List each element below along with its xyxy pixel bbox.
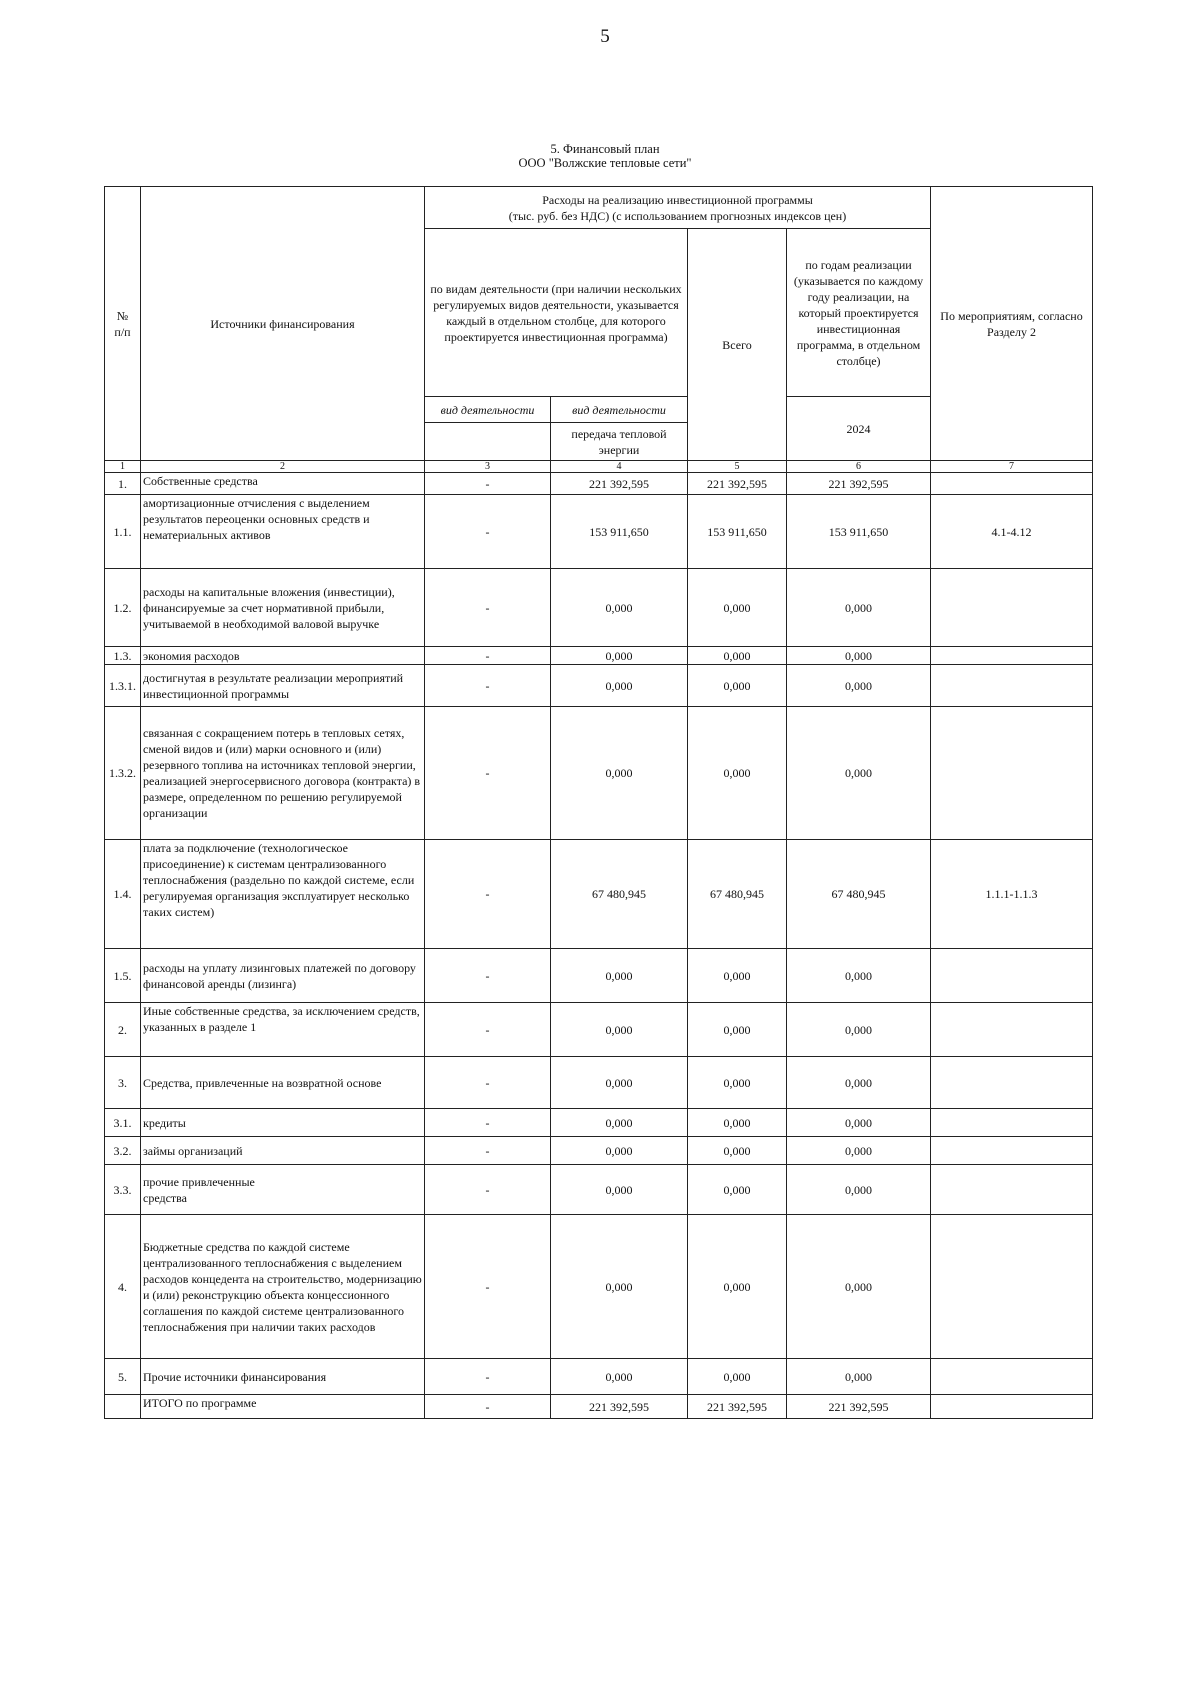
index-cell: 7 xyxy=(931,461,1093,473)
table-row xyxy=(105,1057,1093,1109)
title-line-1: 5. Финансовый план xyxy=(550,142,660,156)
page-number: 5 xyxy=(600,26,610,47)
row-events xyxy=(931,1215,1093,1359)
row-activity-4: 67 480,945 xyxy=(551,840,688,949)
row-name: кредиты xyxy=(141,1109,425,1137)
row-total: 0,000 xyxy=(688,647,787,665)
row-activity-3: - xyxy=(425,495,551,569)
header-year: 2024 xyxy=(787,397,931,461)
index-cell: 3 xyxy=(425,461,551,473)
row-activity-4: 0,000 xyxy=(551,1137,688,1165)
row-activity-4: 0,000 xyxy=(551,1359,688,1395)
row-year-2024: 0,000 xyxy=(787,647,931,665)
row-events: 4.1-4.12 xyxy=(931,495,1093,569)
row-activity-4: 0,000 xyxy=(551,1109,688,1137)
row-activity-3: - xyxy=(425,840,551,949)
row-year-2024: 0,000 xyxy=(787,1165,931,1215)
table-row xyxy=(105,1215,1093,1359)
row-activity-3: - xyxy=(425,1003,551,1057)
row-year-2024: 0,000 xyxy=(787,569,931,647)
row-activity-3: - xyxy=(425,473,551,495)
financial-plan-table xyxy=(104,186,1093,1419)
row-name: Прочие источники финансирования xyxy=(141,1359,425,1395)
row-name: амортизационные отчисления с выделением результатов переоценки основных средств и нематериальных активов xyxy=(141,495,425,569)
row-num: 1.3. xyxy=(105,647,141,665)
header-expenses: Расходы на реализацию инвестиционной программы (тыс. руб. без НДС) (с использованием прогнозных индексов цен) xyxy=(425,187,931,229)
row-year-2024: 0,000 xyxy=(787,949,931,1003)
row-name: достигнутая в результате реализации мероприятий инвестиционной программы xyxy=(141,665,425,707)
row-year-2024: 67 480,945 xyxy=(787,840,931,949)
table-row xyxy=(105,840,1093,949)
index-cell: 4 xyxy=(551,461,688,473)
header-total: Всего xyxy=(688,229,787,461)
row-events xyxy=(931,473,1093,495)
row-events xyxy=(931,1003,1093,1057)
index-cell: 2 xyxy=(141,461,425,473)
row-num: 4. xyxy=(105,1215,141,1359)
row-activity-3: - xyxy=(425,647,551,665)
row-events: 1.1.1-1.1.3 xyxy=(931,840,1093,949)
row-year-2024: 0,000 xyxy=(787,707,931,840)
row-events xyxy=(931,707,1093,840)
row-year-2024: 0,000 xyxy=(787,1109,931,1137)
row-num: 5. xyxy=(105,1359,141,1395)
row-total: 0,000 xyxy=(688,1003,787,1057)
row-num: 1. xyxy=(105,473,141,495)
row-activity-3: - xyxy=(425,569,551,647)
row-num: 1.4. xyxy=(105,840,141,949)
row-num: 3.1. xyxy=(105,1109,141,1137)
row-activity-3: - xyxy=(425,1165,551,1215)
header-by-years: по годам реализации (указывается по каждому году реализации, на который проектируется инвестиционная программа, в отдельном столбце) xyxy=(787,229,931,397)
table-row-total xyxy=(105,1395,1093,1419)
row-name: прочие привлеченные средства xyxy=(141,1165,425,1215)
row-name: ИТОГО по программе xyxy=(141,1395,425,1419)
row-total: 0,000 xyxy=(688,1165,787,1215)
row-activity-4: 153 911,650 xyxy=(551,495,688,569)
row-total: 221 392,595 xyxy=(688,1395,787,1419)
row-events xyxy=(931,569,1093,647)
title-line-2: ООО "Волжские тепловые сети" xyxy=(518,156,692,170)
row-activity-4: 0,000 xyxy=(551,1003,688,1057)
row-activity-4: 0,000 xyxy=(551,707,688,840)
row-activity-3: - xyxy=(425,949,551,1003)
row-num: 3. xyxy=(105,1057,141,1109)
row-activity-3: - xyxy=(425,707,551,840)
row-activity-3: - xyxy=(425,665,551,707)
header-num: № п/п xyxy=(105,187,141,461)
row-year-2024: 0,000 xyxy=(787,1057,931,1109)
row-num: 1.2. xyxy=(105,569,141,647)
table-row xyxy=(105,1137,1093,1165)
row-activity-4: 0,000 xyxy=(551,569,688,647)
table-row xyxy=(105,495,1093,569)
row-year-2024: 221 392,595 xyxy=(787,473,931,495)
row-year-2024: 0,000 xyxy=(787,1003,931,1057)
row-activity-3: - xyxy=(425,1215,551,1359)
table-row xyxy=(105,1109,1093,1137)
table-row xyxy=(105,707,1093,840)
table-row xyxy=(105,647,1093,665)
row-activity-4: 0,000 xyxy=(551,1057,688,1109)
row-total: 0,000 xyxy=(688,949,787,1003)
document-title xyxy=(0,142,1200,170)
activity-name-3 xyxy=(425,423,551,461)
row-total: 0,000 xyxy=(688,1109,787,1137)
row-activity-3: - xyxy=(425,1395,551,1419)
row-num: 1.3.2. xyxy=(105,707,141,840)
row-events xyxy=(931,665,1093,707)
row-name: экономия расходов xyxy=(141,647,425,665)
row-activity-4: 0,000 xyxy=(551,1215,688,1359)
table-row xyxy=(105,569,1093,647)
row-total: 67 480,945 xyxy=(688,840,787,949)
row-num: 1.3.1. xyxy=(105,665,141,707)
table-row xyxy=(105,473,1093,495)
row-events xyxy=(931,647,1093,665)
row-total: 0,000 xyxy=(688,707,787,840)
row-activity-3: - xyxy=(425,1137,551,1165)
activity-label-4: вид деятельности xyxy=(551,397,688,423)
row-name: расходы на капитальные вложения (инвестиции), финансируемые за счет нормативной прибыли, учитываемой в необходимой валовой выручке xyxy=(141,569,425,647)
row-total: 221 392,595 xyxy=(688,473,787,495)
row-num: 1.1. xyxy=(105,495,141,569)
row-activity-4: 0,000 xyxy=(551,665,688,707)
row-total: 153 911,650 xyxy=(688,495,787,569)
row-year-2024: 0,000 xyxy=(787,1137,931,1165)
activity-label-3: вид деятельности xyxy=(425,397,551,423)
row-total: 0,000 xyxy=(688,1057,787,1109)
index-cell: 6 xyxy=(787,461,931,473)
row-name: Иные собственные средства, за исключением средств, указанных в разделе 1 xyxy=(141,1003,425,1057)
table-row xyxy=(105,1359,1093,1395)
row-events xyxy=(931,1359,1093,1395)
row-name: расходы на уплату лизинговых платежей по договору финансовой аренды (лизинга) xyxy=(141,949,425,1003)
header-by-activity: по видам деятельности (при наличии нескольких регулируемых видов деятельности, указывается каждый в отдельном столбце, для которого проектируется инвестиционная программа) xyxy=(425,229,688,397)
row-num: 1.5. xyxy=(105,949,141,1003)
row-year-2024: 0,000 xyxy=(787,665,931,707)
table-row xyxy=(105,1165,1093,1215)
row-activity-4: 0,000 xyxy=(551,647,688,665)
row-events xyxy=(931,1057,1093,1109)
activity-name-4: передача тепловой энергии xyxy=(551,423,688,461)
row-activity-3: - xyxy=(425,1057,551,1109)
row-total: 0,000 xyxy=(688,569,787,647)
row-activity-3: - xyxy=(425,1109,551,1137)
row-activity-4: 221 392,595 xyxy=(551,473,688,495)
row-events xyxy=(931,949,1093,1003)
table-row xyxy=(105,665,1093,707)
row-year-2024: 153 911,650 xyxy=(787,495,931,569)
row-num: 3.3. xyxy=(105,1165,141,1215)
row-events xyxy=(931,1137,1093,1165)
row-name: Средства, привлеченные на возвратной основе xyxy=(141,1057,425,1109)
row-events xyxy=(931,1165,1093,1215)
index-cell: 1 xyxy=(105,461,141,473)
row-events xyxy=(931,1109,1093,1137)
row-activity-4: 0,000 xyxy=(551,949,688,1003)
row-events xyxy=(931,1395,1093,1419)
table-row xyxy=(105,1003,1093,1057)
row-total: 0,000 xyxy=(688,665,787,707)
row-total: 0,000 xyxy=(688,1215,787,1359)
row-total: 0,000 xyxy=(688,1137,787,1165)
row-num: 3.2. xyxy=(105,1137,141,1165)
row-year-2024: 221 392,595 xyxy=(787,1395,931,1419)
row-activity-4: 221 392,595 xyxy=(551,1395,688,1419)
row-name: займы организаций xyxy=(141,1137,425,1165)
row-name: плата за подключение (технологическое присоединение) к системам централизованного теплоснабжения (раздельно по каждой системе, если регулируемая организация эксплуатирует несколько таких систем) xyxy=(141,840,425,949)
row-year-2024: 0,000 xyxy=(787,1215,931,1359)
row-total: 0,000 xyxy=(688,1359,787,1395)
table-row xyxy=(105,949,1093,1003)
row-name: связанная с сокращением потерь в тепловых сетях, сменой видов и (или) марки основного и (или) резервного топлива на источниках тепловой энергии, реализацией энергосервисного договора (контракта) в размере, определенном по решению регулируемой организации xyxy=(141,707,425,840)
row-num: 2. xyxy=(105,1003,141,1057)
row-name: Бюджетные средства по каждой системе централизованного теплоснабжения с выделением расходов концедента на строительство, модернизацию и (или) реконструкцию объекта концессионного соглашения по каждой системе централизованного теплоснабжения при наличии таких расходов xyxy=(141,1215,425,1359)
header-events: По мероприятиям, согласно Разделу 2 xyxy=(931,187,1093,461)
row-num xyxy=(105,1395,141,1419)
row-name: Собственные средства xyxy=(141,473,425,495)
row-activity-3: - xyxy=(425,1359,551,1395)
row-activity-4: 0,000 xyxy=(551,1165,688,1215)
index-cell: 5 xyxy=(688,461,787,473)
row-year-2024: 0,000 xyxy=(787,1359,931,1395)
header-sources: Источники финансирования xyxy=(141,187,425,461)
